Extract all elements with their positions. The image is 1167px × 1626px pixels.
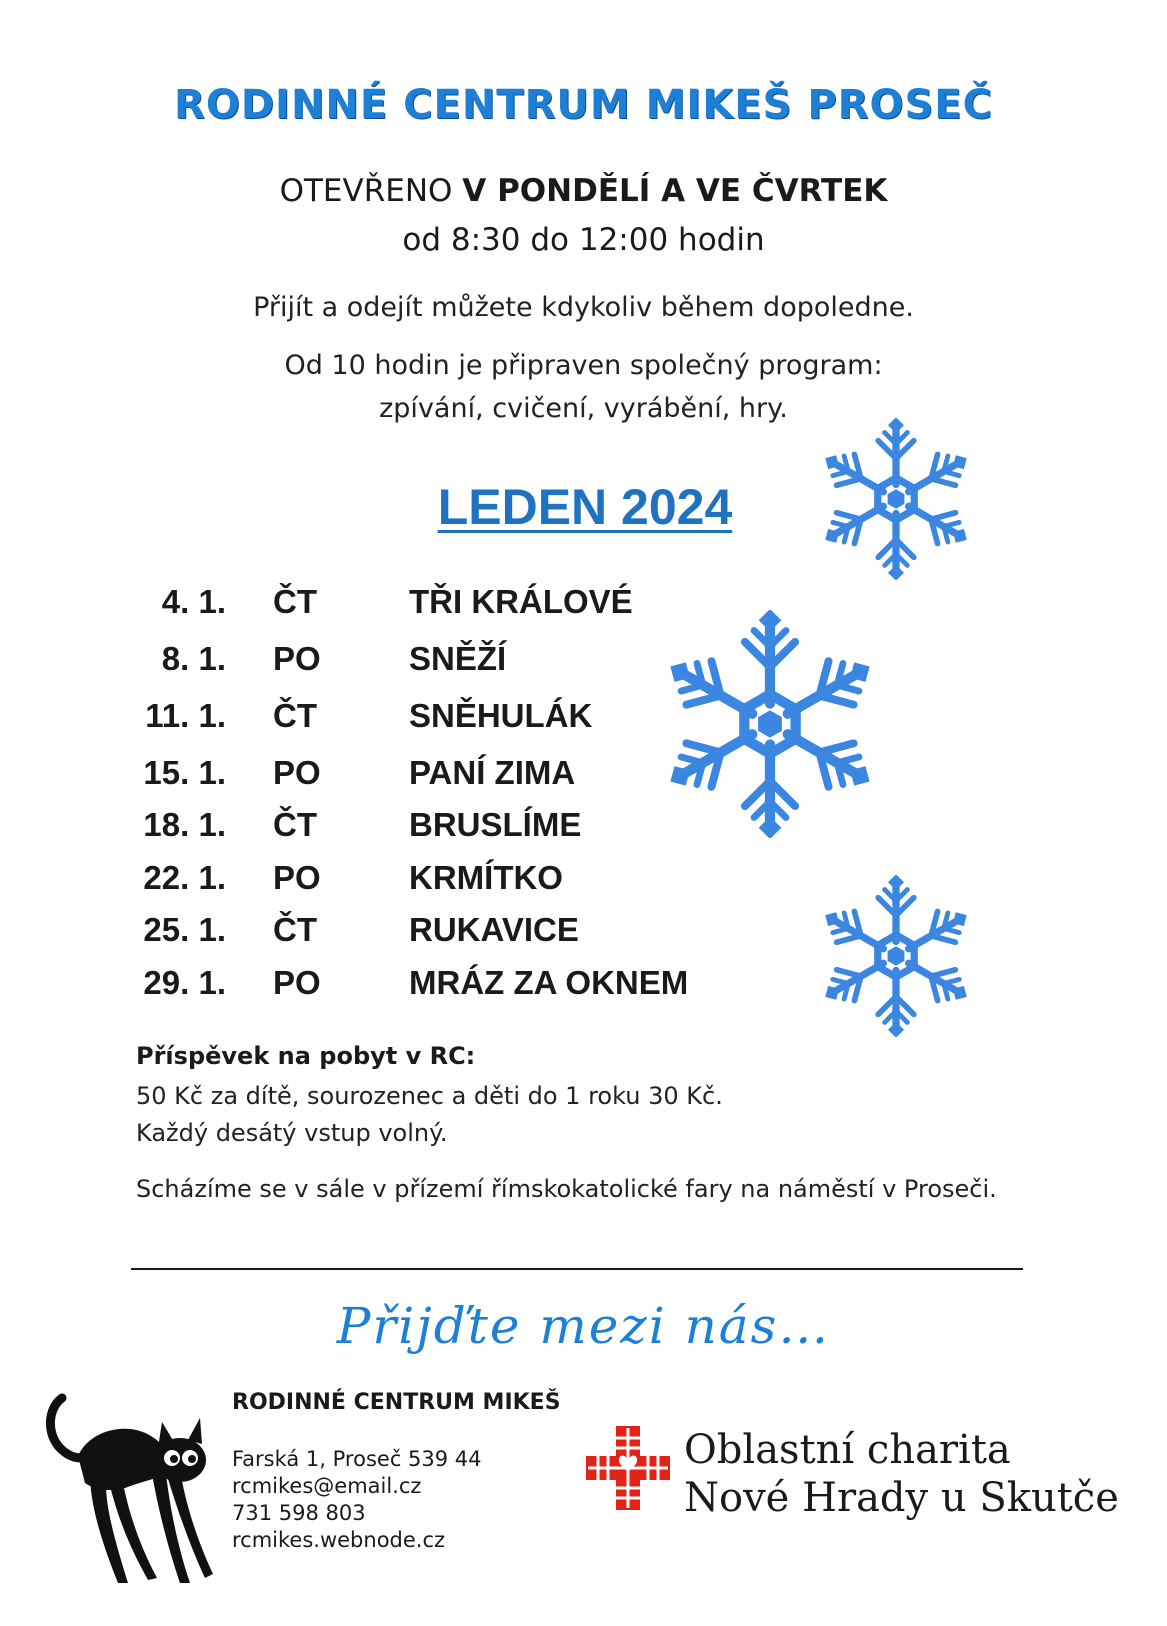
caritas-cross-logo (586, 1426, 670, 1510)
schedule-topic: PANÍ ZIMA (409, 754, 576, 791)
schedule-date: 11. 1. (145, 697, 226, 734)
schedule-row (130, 964, 750, 1004)
intro-line-1: Přijít a odejít můžete kdykoliv během dopoledne. (253, 292, 914, 323)
charita-name-line-2: Nové Hrady u Skutče (684, 1475, 1119, 1521)
schedule-topic: SNĚŽÍ (409, 640, 507, 677)
snowflake-icon (815, 875, 977, 1037)
schedule-date: 18. 1. (143, 806, 226, 843)
schedule-topic: KRMÍTKO (409, 859, 563, 896)
schedule-topic: TŘI KRÁLOVÉ (409, 583, 633, 620)
schedule-date: 8. 1. (161, 640, 226, 677)
intro-line-3: zpívání, cvičení, vyrábění, hry. (379, 393, 788, 424)
page-title: RODINNÉ CENTRUM MIKEŠ PROSEČ (174, 82, 993, 128)
schedule-date: 4. 1. (161, 583, 226, 620)
schedule-topic: BRUSLÍME (409, 806, 582, 843)
schedule-topic: SNĚHULÁK (409, 697, 593, 734)
schedule-topic: MRÁZ ZA OKNEM (409, 964, 689, 1001)
welcome-text: Přijďte mezi nás… (336, 1297, 831, 1355)
black-cat-logo (40, 1388, 215, 1588)
snowflake-icon (815, 418, 977, 580)
schedule-day: PO (273, 964, 321, 1001)
address: Farská 1, Proseč 539 44 (232, 1447, 482, 1471)
schedule-row (130, 911, 750, 951)
schedule-date: 15. 1. (143, 754, 226, 791)
org-name: RODINNÉ CENTRUM MIKEŠ (232, 1390, 561, 1415)
schedule-topic: RUKAVICE (409, 911, 579, 948)
schedule-day: ČT (273, 697, 317, 734)
fee-line-2: Každý desátý vstup volný. (136, 1119, 448, 1147)
opening-hours: od 8:30 do 12:00 hodin (402, 222, 765, 258)
month-title: LEDEN 2024 (437, 479, 733, 535)
email-link[interactable]: rcmikes@email.cz (232, 1474, 422, 1498)
meeting-place: Scházíme se v sále v přízemí římskokatolické fary na náměstí v Proseči. (136, 1175, 997, 1203)
schedule-day: PO (273, 859, 321, 896)
snowflake-icon (656, 610, 884, 838)
fee-line-1: 50 Kč za dítě, sourozenec a děti do 1 roku 30 Kč. (136, 1082, 723, 1110)
schedule-day: ČT (273, 583, 317, 620)
website-link[interactable]: rcmikes.webnode.cz (232, 1528, 446, 1552)
divider (131, 1268, 1023, 1270)
schedule-day: ČT (273, 806, 317, 843)
intro-line-2: Od 10 hodin je připraven společný program: (284, 350, 883, 381)
schedule-day: PO (273, 754, 321, 791)
schedule-date: 29. 1. (143, 964, 226, 1001)
opening-days (0, 173, 1167, 209)
charita-name-line-1: Oblastní charita (684, 1427, 1011, 1473)
opening-prefix: OTEVŘENO (279, 173, 463, 209)
opening-days-bold: V PONDĚLÍ A VE ČVRTEK (462, 173, 888, 209)
schedule-day: ČT (273, 911, 317, 948)
schedule-day: PO (273, 640, 321, 677)
fee-heading: Příspěvek na pobyt v RC: (136, 1042, 476, 1070)
schedule-row (130, 859, 750, 899)
schedule-date: 22. 1. (143, 859, 226, 896)
schedule-date: 25. 1. (143, 911, 226, 948)
phone-number: 731 598 803 (232, 1501, 366, 1525)
